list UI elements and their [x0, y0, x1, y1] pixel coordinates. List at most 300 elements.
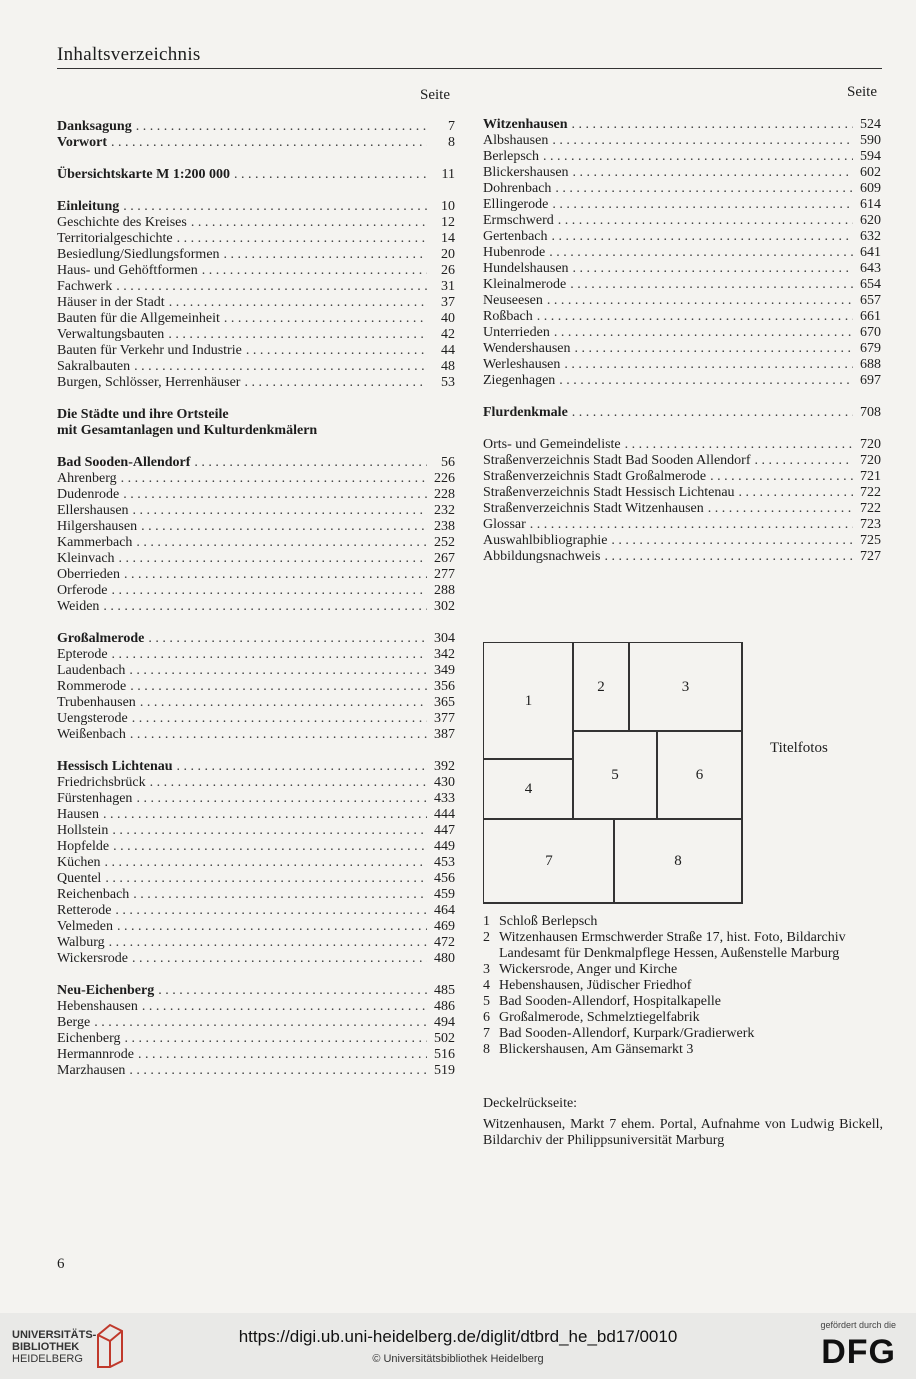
- toc-leader-dots: [136, 535, 427, 551]
- toc-entry-page: 679: [860, 341, 881, 356]
- toc-entry-title: Hessisch Lichtenau: [57, 759, 173, 774]
- toc-entry[interactable]: [483, 325, 881, 341]
- toc-entry[interactable]: [483, 197, 881, 213]
- toc-entry-page: 723: [860, 517, 881, 532]
- toc-entry-page: 20: [441, 247, 455, 262]
- page-number: 6: [57, 1256, 65, 1272]
- toc-entry-page: 670: [860, 325, 881, 340]
- grid-cell-7: 7: [483, 818, 615, 904]
- toc-leader-dots: [117, 919, 427, 935]
- grid-cell-4: 4: [483, 758, 574, 820]
- caption-number: 3: [483, 962, 490, 977]
- toc-entry-title: Übersichtskarte M 1:200 000: [57, 167, 231, 182]
- toc-entry[interactable]: [57, 231, 455, 247]
- toc-entry-title: Burgen, Schlösser, Herrenhäuser: [57, 375, 241, 390]
- toc-leader-dots: [543, 149, 853, 165]
- toc-entry[interactable]: [57, 679, 455, 695]
- toc-entry-page: 444: [434, 807, 455, 822]
- toc-entry[interactable]: [57, 871, 455, 887]
- toc-entry-page: 228: [434, 487, 455, 502]
- toc-entry-page: 449: [434, 839, 455, 854]
- toc-leader-dots: [140, 695, 427, 711]
- toc-leader-dots: [134, 359, 427, 375]
- toc-leader-dots: [119, 551, 427, 567]
- toc-entry-page: 516: [434, 1047, 455, 1062]
- toc-leader-dots: [136, 791, 427, 807]
- toc-entry-page: 643: [860, 261, 881, 276]
- toc-entry-title: Bad Sooden-Allendorf: [57, 455, 191, 470]
- toc-entry-title: Wickersrode: [57, 951, 128, 966]
- caption-number: 6: [483, 1010, 490, 1025]
- toc-entry[interactable]: [57, 1031, 455, 1047]
- toc-entry-title: Abbildungsnachweis: [483, 549, 601, 564]
- toc-entry-page: 480: [434, 951, 455, 966]
- toc-entry-page: 641: [860, 245, 881, 260]
- source-url-link[interactable]: https://digi.ub.uni-heidelberg.de/diglit/dtbrd_he_bd17/0010: [238, 1327, 678, 1346]
- seite-label-right: Seite: [847, 84, 877, 100]
- toc-entry-title: Sakralbauten: [57, 359, 131, 374]
- photo-caption: [483, 1042, 883, 1058]
- toc-entry-page: 302: [434, 599, 455, 614]
- toc-entry[interactable]: [57, 247, 455, 263]
- toc-leader-dots: [202, 263, 427, 279]
- toc-entry[interactable]: [57, 631, 455, 647]
- toc-leader-dots: [133, 503, 427, 519]
- toc-entry-page: 472: [434, 935, 455, 950]
- toc-leader-dots: [113, 839, 427, 855]
- toc-entry[interactable]: [57, 999, 455, 1015]
- toc-entry[interactable]: [57, 919, 455, 935]
- toc-entry[interactable]: [57, 1047, 455, 1063]
- toc-leader-dots: [133, 887, 427, 903]
- toc-entry[interactable]: [483, 277, 881, 293]
- toc-entry[interactable]: [483, 357, 881, 373]
- toc-leader-dots: [572, 117, 853, 133]
- toc-entry[interactable]: [483, 133, 881, 149]
- caption-text: Blickershausen, Am Gänsemarkt 3: [499, 1042, 694, 1057]
- toc-entry[interactable]: [483, 229, 881, 245]
- toc-entry[interactable]: [57, 823, 455, 839]
- toc-entry[interactable]: [483, 261, 881, 277]
- toc-entry[interactable]: [57, 359, 455, 375]
- toc-entry[interactable]: [483, 309, 881, 325]
- toc-leader-dots: [94, 1015, 427, 1031]
- toc-entry[interactable]: [483, 549, 881, 565]
- toc-entry[interactable]: [483, 437, 881, 453]
- toc-entry[interactable]: [57, 727, 455, 743]
- toc-entry-title: Blickershausen: [483, 165, 569, 180]
- toc-leader-dots: [564, 357, 853, 373]
- toc-entry[interactable]: [57, 327, 455, 343]
- toc-leader-dots: [138, 1047, 427, 1063]
- toc-entry-title: Bauten für Verkehr und Industrie: [57, 343, 242, 358]
- toc-entry-title: Ellershausen: [57, 503, 129, 518]
- toc-entry[interactable]: [57, 695, 455, 711]
- toc-entry[interactable]: [57, 471, 455, 487]
- toc-entry-title: Kleinalmerode: [483, 277, 567, 292]
- cover-photo-grid: [483, 642, 742, 903]
- toc-spacer: [57, 151, 455, 167]
- toc-leader-dots: [129, 1063, 427, 1079]
- toc-entry[interactable]: [57, 135, 455, 151]
- toc-leader-dots: [177, 759, 427, 775]
- grid-cell-3: 3: [628, 642, 743, 732]
- library-line-3: HEIDELBERG: [12, 1353, 83, 1365]
- toc-leader-dots: [246, 343, 427, 359]
- toc-entry-page: 48: [441, 359, 455, 374]
- toc-entry-page: 519: [434, 1063, 455, 1078]
- toc-entry-page: 469: [434, 919, 455, 934]
- toc-leader-dots: [549, 245, 853, 261]
- toc-entry[interactable]: [483, 501, 881, 517]
- library-line-1: UNIVERSITÄTS-: [12, 1329, 97, 1341]
- toc-spacer: [57, 743, 455, 759]
- toc-entry-title: Retterode: [57, 903, 112, 918]
- toc-leader-dots: [123, 487, 427, 503]
- toc-entry-title: Laudenbach: [57, 663, 126, 678]
- toc-entry-title: Albshausen: [483, 133, 549, 148]
- toc-entry[interactable]: [57, 119, 455, 135]
- toc-entry-title: Friedrichsbrück: [57, 775, 146, 790]
- toc-entry[interactable]: [57, 295, 455, 311]
- toc-entry-page: 342: [434, 647, 455, 662]
- toc-entry-page: 464: [434, 903, 455, 918]
- toc-entry-page: 654: [860, 277, 881, 292]
- toc-entry-title: Weißenbach: [57, 727, 126, 742]
- toc-entry[interactable]: [483, 485, 881, 501]
- toc-leader-dots: [570, 277, 853, 293]
- toc-leader-dots: [555, 181, 853, 197]
- toc-leader-dots: [103, 807, 427, 823]
- toc-leader-dots: [136, 119, 427, 135]
- toc-entry-page: 459: [434, 887, 455, 902]
- back-cover-note: [483, 1096, 883, 1149]
- toc-entry-page: 486: [434, 999, 455, 1014]
- toc-entry[interactable]: [57, 903, 455, 919]
- caption-text: Bad Sooden-Allendorf, Hospitalkapelle: [499, 994, 722, 1009]
- toc-entry-title: Wendershausen: [483, 341, 571, 356]
- toc-leader-dots: [112, 823, 427, 839]
- toc-entry[interactable]: [57, 599, 455, 615]
- toc-entry-title: Haus- und Gehöftformen: [57, 263, 198, 278]
- toc-entry[interactable]: [57, 583, 455, 599]
- toc-spacer: [57, 439, 455, 455]
- toc-entry[interactable]: [483, 149, 881, 165]
- toc-entry[interactable]: [483, 117, 881, 133]
- toc-entry-title: Territorialgeschichte: [57, 231, 173, 246]
- toc-entry-page: 688: [860, 357, 881, 372]
- toc-entry-page: 609: [860, 181, 881, 196]
- toc-entry[interactable]: [57, 839, 455, 855]
- toc-entry-title: Straßenverzeichnis Stadt Hessisch Lichtenau: [483, 485, 735, 500]
- toc-entry-page: 304: [434, 631, 455, 646]
- caption-text: Wickersrode, Anger und Kirche: [499, 962, 678, 977]
- caption-number: 8: [483, 1042, 490, 1057]
- toc-entry[interactable]: [57, 951, 455, 967]
- toc-entry-title: Walburg: [57, 935, 105, 950]
- toc-entry[interactable]: [483, 213, 881, 229]
- toc-leader-dots: [244, 375, 427, 391]
- photo-caption: [483, 978, 883, 994]
- toc-entry-title: Quentel: [57, 871, 102, 886]
- toc-entry[interactable]: [57, 375, 455, 391]
- seite-label-left: Seite: [420, 87, 450, 103]
- toc-leader-dots: [129, 663, 427, 679]
- toc-entry-title: Reichenbach: [57, 887, 130, 902]
- toc-leader-dots: [537, 309, 853, 325]
- toc-entry-page: 44: [441, 343, 455, 358]
- toc-entry-page: 288: [434, 583, 455, 598]
- toc-entry[interactable]: [57, 935, 455, 951]
- toc-entry-page: 392: [434, 759, 455, 774]
- toc-entry[interactable]: [57, 775, 455, 791]
- grid-cell-5: 5: [572, 730, 658, 820]
- toc-entry[interactable]: [57, 199, 455, 215]
- caption-number: 2: [483, 930, 490, 945]
- toc-entry-page: 226: [434, 471, 455, 486]
- toc-entry-page: 485: [434, 983, 455, 998]
- toc-entry-page: 277: [434, 567, 455, 582]
- toc-leader-dots: [611, 533, 853, 549]
- toc-leader-dots: [604, 549, 853, 565]
- toc-entry-page: 365: [434, 695, 455, 710]
- toc-entry-title: Ellingerode: [483, 197, 549, 212]
- toc-leader-dots: [112, 647, 427, 663]
- toc-entry-title: Vorwort: [57, 135, 108, 150]
- toc-leader-dots: [234, 167, 427, 183]
- toc-leader-dots: [573, 165, 853, 181]
- toc-entry-title: Verwaltungsbauten: [57, 327, 165, 342]
- toc-entry[interactable]: [57, 983, 455, 999]
- toc-entry[interactable]: [57, 759, 455, 775]
- toc-entry-title: Glossar: [483, 517, 526, 532]
- toc-entry-page: 697: [860, 373, 881, 388]
- toc-entry-page: 56: [441, 455, 455, 470]
- toc-leader-dots: [158, 983, 427, 999]
- toc-entry-page: 40: [441, 311, 455, 326]
- toc-leader-dots: [708, 501, 853, 517]
- toc-entry[interactable]: [57, 807, 455, 823]
- toc-leader-dots: [572, 405, 853, 421]
- caption-text: Großalmerode, Schmelztiegelfabrik: [499, 1010, 700, 1025]
- toc-entry-title: Bauten für die Allgemeinheit: [57, 311, 220, 326]
- toc-entry-title: Fachwerk: [57, 279, 113, 294]
- toc-entry-page: 387: [434, 727, 455, 742]
- back-cover-text: Witzenhausen, Markt 7 ehem. Portal, Aufnahme von Ludwig Bickell, Bildarchiv der Philippsuniversität Marburg: [483, 1117, 883, 1148]
- toc-entry-title: Straßenverzeichnis Stadt Großalmerode: [483, 469, 707, 484]
- toc-entry-title: Orferode: [57, 583, 108, 598]
- toc-leader-dots: [148, 631, 427, 647]
- toc-entry-title: Oberrieden: [57, 567, 120, 582]
- toc-entry[interactable]: [483, 469, 881, 485]
- toc-entry-title: Kammerbach: [57, 535, 133, 550]
- toc-entry-page: 620: [860, 213, 881, 228]
- toc-entry-page: 26: [441, 263, 455, 278]
- toc-entry-title: Gertenbach: [483, 229, 548, 244]
- toc-entry[interactable]: [57, 535, 455, 551]
- toc-leader-dots: [552, 229, 853, 245]
- toc-entry[interactable]: [57, 343, 455, 359]
- toc-spacer: [57, 391, 455, 407]
- toc-entry[interactable]: [57, 1015, 455, 1031]
- toc-entry-title: Hermannrode: [57, 1047, 134, 1062]
- photo-caption: [483, 962, 883, 978]
- photo-caption: [483, 994, 883, 1010]
- grid-cell-1: 1: [483, 642, 574, 760]
- toc-entry-title: Straßenverzeichnis Stadt Witzenhausen: [483, 501, 704, 516]
- grid-cell-6: 6: [656, 730, 743, 820]
- toc-entry[interactable]: [57, 263, 455, 279]
- grid-cell-8: 8: [613, 818, 743, 904]
- toc-leader-dots: [150, 775, 427, 791]
- toc-entry-title: Unterrieden: [483, 325, 550, 340]
- toc-leader-dots: [105, 855, 427, 871]
- toc-spacer: [57, 967, 455, 983]
- toc-leader-dots: [169, 295, 427, 311]
- dfg-logo: DFG: [821, 1333, 896, 1371]
- toc-entry-title: Witzenhausen: [483, 117, 568, 132]
- toc-entry-title: Besiedlung/Siedlungsformen: [57, 247, 220, 262]
- toc-entry-page: 725: [860, 533, 881, 548]
- toc-entry[interactable]: [57, 519, 455, 535]
- toc-leader-dots: [575, 341, 853, 357]
- toc-entry[interactable]: [57, 167, 455, 183]
- caption-text: Witzenhausen Ermschwerder Straße 17, hist. Foto, Bildarchiv Landesamt für Denkmalpflege Hessen, Außenstelle Marburg: [499, 930, 846, 961]
- toc-entry-page: 661: [860, 309, 881, 324]
- toc-leader-dots: [552, 133, 853, 149]
- toc-entry-title: Auswahlbibliographie: [483, 533, 608, 548]
- toc-entry[interactable]: [483, 533, 881, 549]
- toc-entry[interactable]: [483, 165, 881, 181]
- toc-leader-dots: [103, 599, 427, 615]
- toc-entry[interactable]: [57, 455, 455, 471]
- photo-caption: [483, 930, 883, 962]
- toc-entry-page: 594: [860, 149, 881, 164]
- toc-entry-title: Kleinvach: [57, 551, 115, 566]
- toc-entry[interactable]: [483, 341, 881, 357]
- toc-leader-dots: [132, 711, 427, 727]
- toc-entry[interactable]: [57, 663, 455, 679]
- caption-text: Bad Sooden-Allendorf, Kurpark/Gradierwerk: [499, 1026, 755, 1041]
- toc-entry-title: Epterode: [57, 647, 108, 662]
- photo-caption: [483, 914, 883, 930]
- toc-leader-dots: [191, 215, 427, 231]
- toc-entry[interactable]: [57, 855, 455, 871]
- toc-entry-title: Roßbach: [483, 309, 533, 324]
- toc-leader-dots: [124, 567, 427, 583]
- toc-entry-title: Marzhausen: [57, 1063, 126, 1078]
- toc-entry-title: Hundelshausen: [483, 261, 569, 276]
- toc-entry-title: Werleshausen: [483, 357, 561, 372]
- toc-entry-title: Trubenhausen: [57, 695, 136, 710]
- toc-left-column: [57, 119, 455, 1079]
- toc-entry[interactable]: [483, 293, 881, 309]
- toc-entry[interactable]: [57, 503, 455, 519]
- toc-entry-title: Großalmerode: [57, 631, 145, 646]
- toc-entry-title: Straßenverzeichnis Stadt Bad Sooden Allendorf: [483, 453, 751, 468]
- toc-entry-page: 602: [860, 165, 881, 180]
- toc-entry[interactable]: [57, 551, 455, 567]
- footer-bar: [0, 1313, 916, 1379]
- toc-entry-title: Velmeden: [57, 919, 113, 934]
- toc-entry-page: 502: [434, 1031, 455, 1046]
- toc-entry[interactable]: [57, 1063, 455, 1079]
- toc-entry-title: Eichenberg: [57, 1031, 121, 1046]
- toc-entry[interactable]: [483, 453, 881, 469]
- caption-text: Schloß Berlepsch: [499, 914, 598, 929]
- toc-entry-title: Ahrenberg: [57, 471, 117, 486]
- toc-entry-page: 31: [441, 279, 455, 294]
- toc-entry[interactable]: [57, 215, 455, 231]
- toc-entry[interactable]: [57, 647, 455, 663]
- toc-right-column: [483, 117, 881, 565]
- toc-entry-page: 232: [434, 503, 455, 518]
- photo-caption: [483, 1026, 883, 1042]
- toc-entry-title: Hopfelde: [57, 839, 110, 854]
- toc-leader-dots: [111, 135, 427, 151]
- toc-entry-page: 356: [434, 679, 455, 694]
- toc-leader-dots: [177, 231, 427, 247]
- toc-section-heading: mit Gesamtanlagen und Kulturdenkmälern: [57, 423, 318, 438]
- toc-entry-page: 447: [434, 823, 455, 838]
- toc-entry-title: Geschichte des Kreises: [57, 215, 187, 230]
- caption-number: 5: [483, 994, 490, 1009]
- toc-leader-dots: [554, 325, 853, 341]
- toc-entry-page: 524: [860, 117, 881, 132]
- toc-entry-page: 433: [434, 791, 455, 806]
- toc-entry-title: Danksagung: [57, 119, 132, 134]
- page-title: Inhaltsverzeichnis: [57, 44, 201, 65]
- toc-entry[interactable]: [57, 887, 455, 903]
- photo-captions: [483, 914, 883, 1058]
- toc-entry[interactable]: [483, 517, 881, 533]
- toc-entry[interactable]: [57, 791, 455, 807]
- toc-entry[interactable]: [483, 405, 881, 421]
- toc-entry-page: 8: [448, 135, 455, 150]
- toc-leader-dots: [168, 327, 427, 343]
- toc-entry[interactable]: [57, 487, 455, 503]
- toc-leader-dots: [224, 247, 427, 263]
- toc-entry[interactable]: [483, 373, 881, 389]
- toc-entry[interactable]: [57, 279, 455, 295]
- toc-leader-dots: [130, 679, 427, 695]
- toc-entry-title: Neuseesen: [483, 293, 543, 308]
- toc-entry[interactable]: [57, 311, 455, 327]
- toc-leader-dots: [105, 871, 427, 887]
- toc-entry[interactable]: [57, 711, 455, 727]
- toc-entry[interactable]: [483, 245, 881, 261]
- toc-entry-title: Berlepsch: [483, 149, 539, 164]
- toc-leader-dots: [625, 437, 853, 453]
- toc-leader-dots: [125, 1031, 428, 1047]
- toc-entry-page: 456: [434, 871, 455, 886]
- toc-entry-page: 722: [860, 501, 881, 516]
- toc-entry-page: 727: [860, 549, 881, 564]
- toc-leader-dots: [109, 935, 427, 951]
- toc-section-heading: Die Städte und ihre Ortsteile: [57, 407, 229, 422]
- toc-entry[interactable]: [483, 181, 881, 197]
- toc-entry-page: 10: [441, 199, 455, 214]
- toc-spacer: [57, 615, 455, 631]
- library-line-2: BIBLIOTHEK: [12, 1341, 80, 1353]
- caption-number: 1: [483, 914, 490, 929]
- toc-entry-title: Weiden: [57, 599, 100, 614]
- toc-entry-page: 7: [448, 119, 455, 134]
- toc-entry[interactable]: [57, 567, 455, 583]
- toc-leader-dots: [112, 583, 427, 599]
- toc-leader-dots: [116, 279, 427, 295]
- back-cover-heading: Deckelrückseite:: [483, 1096, 578, 1111]
